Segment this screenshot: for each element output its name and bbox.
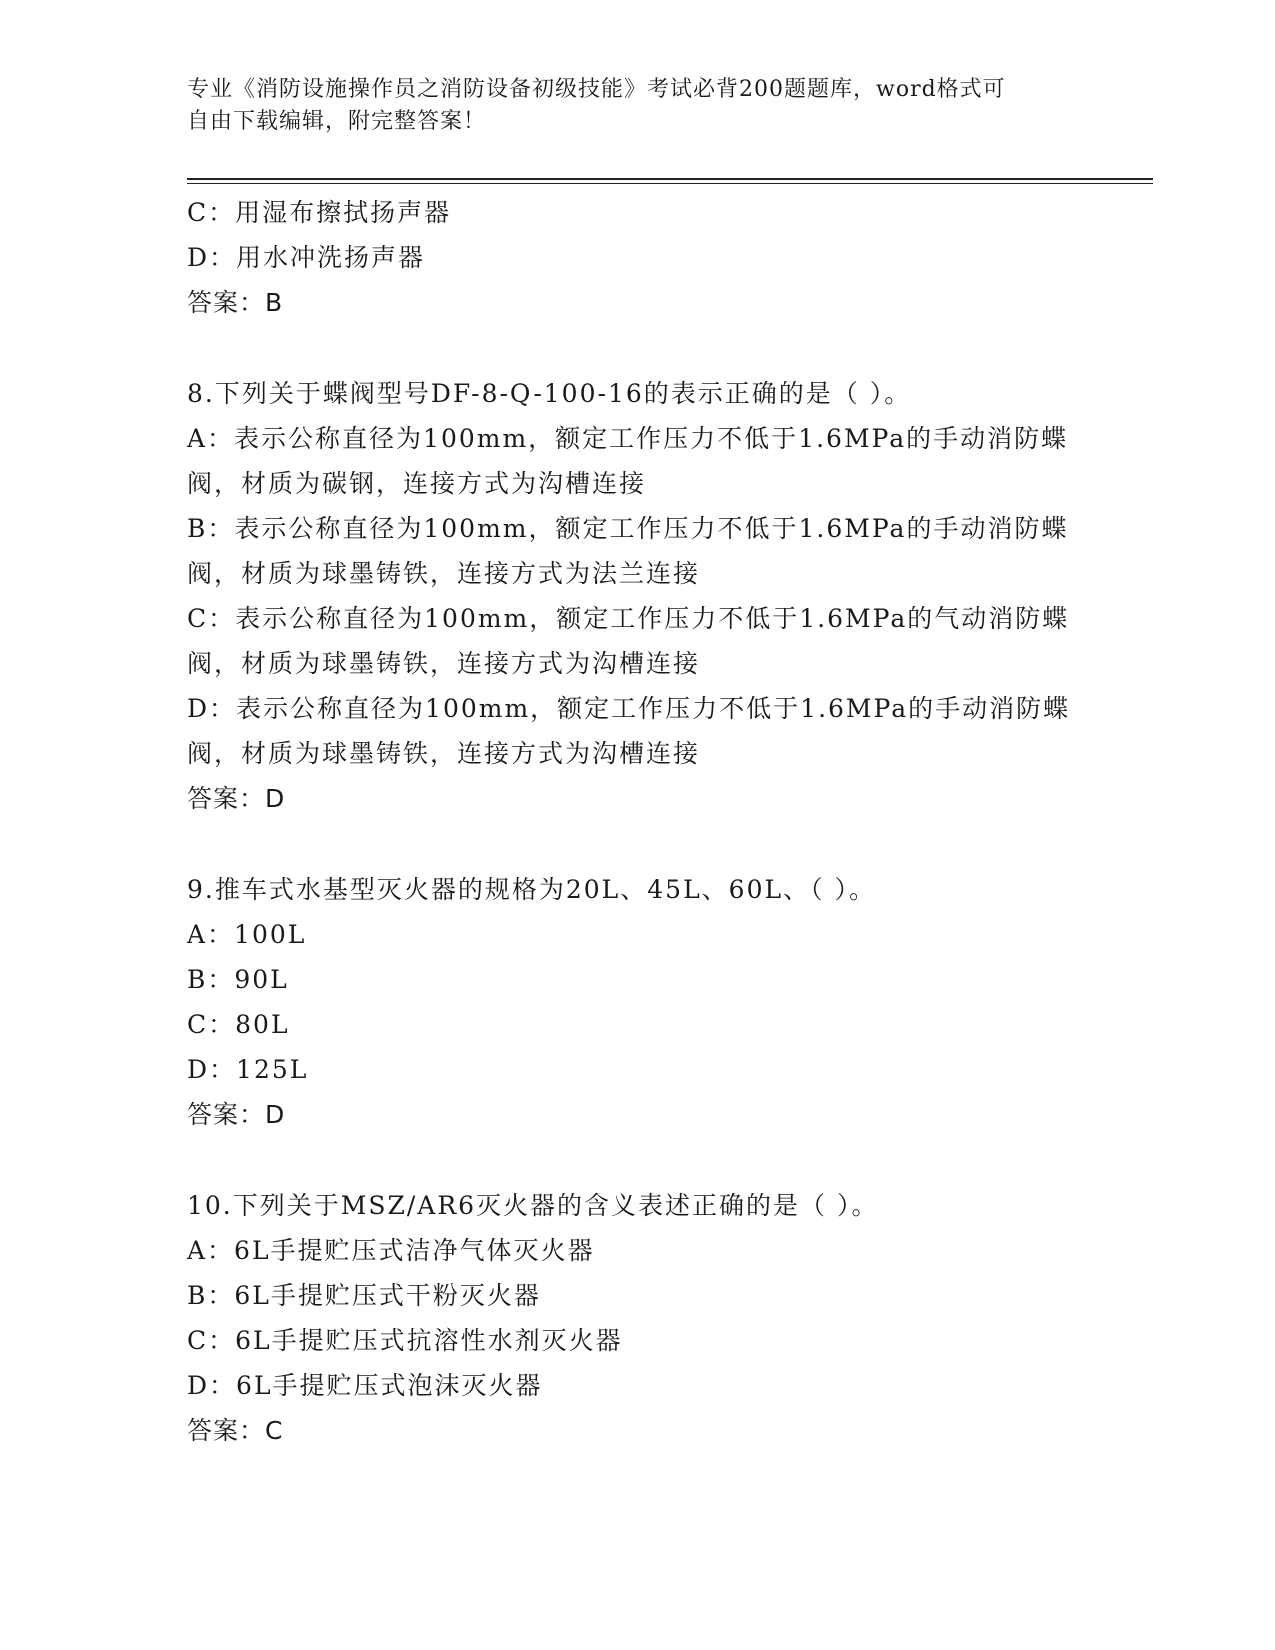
option-d: D：6L手提贮压式泡沫灭火器 [187, 1371, 543, 1400]
document-header [187, 74, 1067, 138]
spacer [187, 325, 1087, 371]
spacer [187, 821, 1087, 867]
option-a-line-2: 阀，材质为碳钢，连接方式为沟槽连接 [187, 469, 647, 498]
answer-line: 答案：B [187, 288, 284, 317]
option-b-line-1: B：表示公称直径为100mm，额定工作压力不低于1.6MPa的手动消防蝶 [187, 514, 1069, 543]
question-8 [187, 371, 1087, 821]
option-c-line-1: C：表示公称直径为100mm，额定工作压力不低于1.6MPa的气动消防蝶 [187, 604, 1070, 633]
header-line-1: 专业《消防设施操作员之消防设备初级技能》考试必背200题题库，word格式可 [187, 77, 1006, 102]
option-d-line-1: D：表示公称直径为100mm，额定工作压力不低于1.6MPa的手动消防蝶 [187, 694, 1071, 723]
option-b: B：90L [187, 965, 289, 994]
option-d-line-2: 阀，材质为球墨铸铁，连接方式为沟槽连接 [187, 739, 701, 768]
option-a-line-1: A：表示公称直径为100mm，额定工作压力不低于1.6MPa的手动消防蝶 [187, 424, 1069, 453]
header-line-2: 自由下载编辑，附完整答案！ [187, 109, 487, 134]
option-a: A：100L [187, 920, 307, 949]
option-b-line-2: 阀，材质为球墨铸铁，连接方式为法兰连接 [187, 559, 701, 588]
option-c: C：6L手提贮压式抗溶性水剂灭火器 [187, 1326, 623, 1355]
spacer [187, 1137, 1087, 1183]
question-9 [187, 867, 1087, 1137]
option-d: D：125L [187, 1055, 309, 1084]
header-divider-thin [187, 183, 1153, 184]
option-d: D：用水冲洗扬声器 [187, 243, 426, 272]
option-a: A：6L手提贮压式洁净气体灭火器 [187, 1236, 595, 1265]
question-text: 8.下列关于蝶阀型号DF-8-Q-100-16的表示正确的是（ ）。 [187, 379, 912, 408]
answer-line: 答案：D [187, 1100, 286, 1129]
option-c-line-2: 阀，材质为球墨铸铁，连接方式为沟槽连接 [187, 649, 701, 678]
option-b: B：6L手提贮压式干粉灭火器 [187, 1281, 541, 1310]
answer-line: 答案：C [187, 1416, 284, 1445]
question-10 [187, 1183, 1087, 1453]
document-body [187, 190, 1087, 1453]
answer-line: 答案：D [187, 784, 286, 813]
question-text: 9.推车式水基型灭火器的规格为20L、45L、60L、（ ）。 [187, 875, 877, 904]
option-c: C：80L [187, 1010, 290, 1039]
question-text: 10.下列关于MSZ/AR6灭火器的含义表述正确的是（ ）。 [187, 1191, 879, 1220]
question-7-tail [187, 190, 1087, 325]
header-divider-thick [187, 178, 1153, 180]
option-c: C：用湿布擦拭扬声器 [187, 198, 452, 227]
